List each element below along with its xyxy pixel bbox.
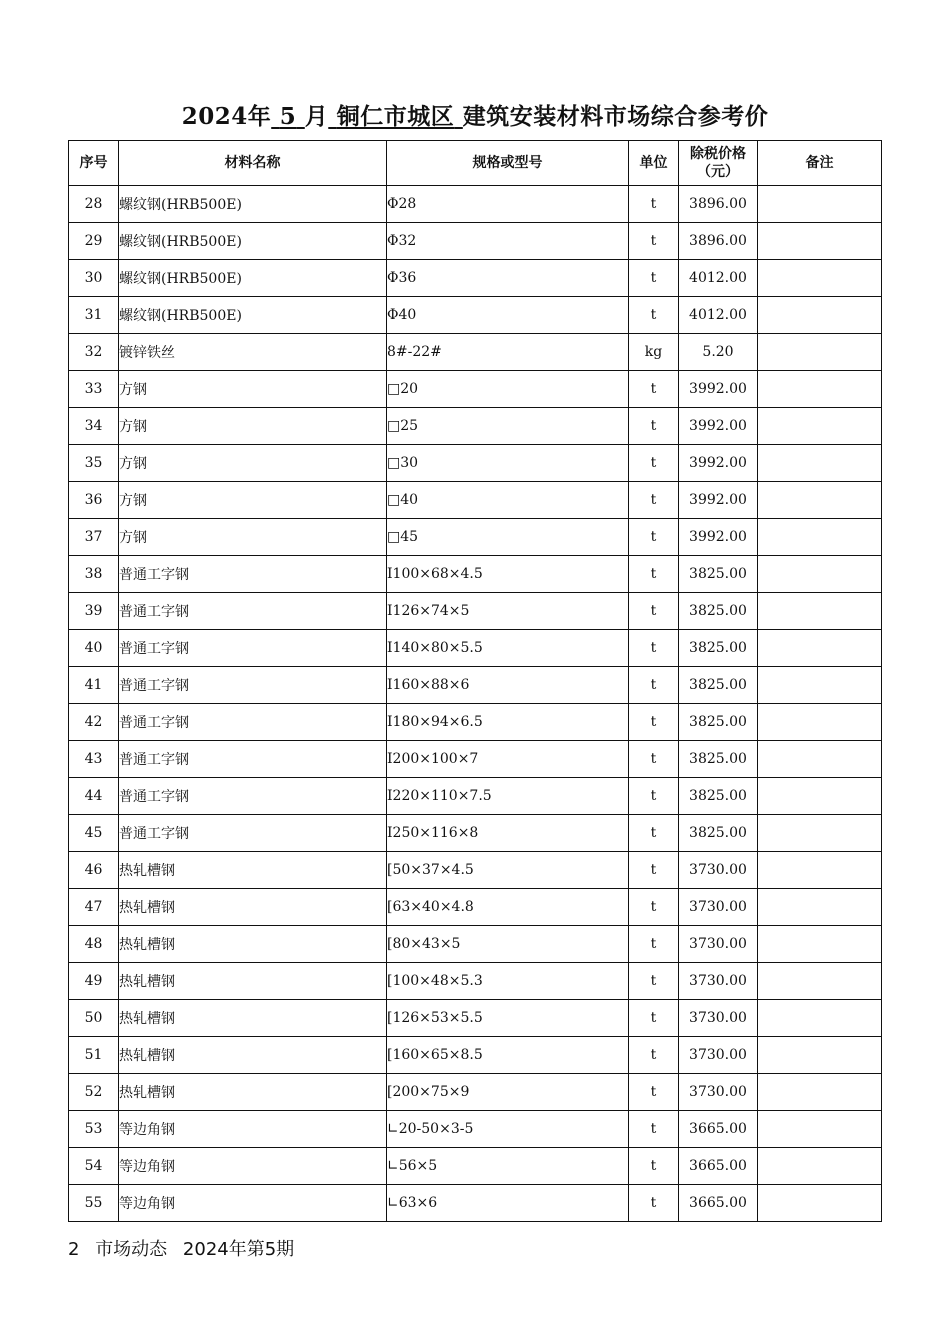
cell-name: 热轧槽钢 <box>119 1000 387 1037</box>
cell-remark <box>758 630 882 667</box>
cell-price: 3992.00 <box>679 519 758 556</box>
cell-remark <box>758 334 882 371</box>
cell-name: 等边角钢 <box>119 1111 387 1148</box>
cell-price: 4012.00 <box>679 260 758 297</box>
cell-spec: ∟63×6 <box>387 1185 629 1222</box>
cell-unit: t <box>629 963 679 1000</box>
table-header-row <box>69 141 882 186</box>
cell-price: 3825.00 <box>679 815 758 852</box>
cell-unit: t <box>629 297 679 334</box>
title-month-unit: 月 <box>304 103 329 130</box>
cell-remark <box>758 593 882 630</box>
cell-name: 热轧槽钢 <box>119 852 387 889</box>
cell-unit: t <box>629 889 679 926</box>
cell-name: 方钢 <box>119 371 387 408</box>
cell-spec: Φ40 <box>387 297 629 334</box>
cell-remark <box>758 1074 882 1111</box>
title-city: 铜仁市城区 <box>336 103 455 130</box>
cell-price: 5.20 <box>679 334 758 371</box>
cell-price: 3730.00 <box>679 1000 758 1037</box>
cell-no: 37 <box>69 519 119 556</box>
header-price-line1: 除税价格 <box>690 146 746 162</box>
cell-name: 方钢 <box>119 519 387 556</box>
cell-unit: t <box>629 926 679 963</box>
cell-price: 3992.00 <box>679 371 758 408</box>
cell-name: 螺纹钢(HRB500E) <box>119 297 387 334</box>
cell-remark <box>758 1111 882 1148</box>
cell-price: 3825.00 <box>679 778 758 815</box>
cell-price: 3825.00 <box>679 741 758 778</box>
cell-spec: I160×88×6 <box>387 667 629 704</box>
cell-remark <box>758 556 882 593</box>
cell-no: 34 <box>69 408 119 445</box>
title-month: 5 <box>279 103 297 130</box>
cell-name: 螺纹钢(HRB500E) <box>119 260 387 297</box>
cell-unit: t <box>629 630 679 667</box>
cell-remark <box>758 704 882 741</box>
cell-remark <box>758 223 882 260</box>
cell-no: 43 <box>69 741 119 778</box>
footer-publication: 市场动态 <box>95 1239 168 1260</box>
cell-price: 3665.00 <box>679 1111 758 1148</box>
header-spec: 规格或型号 <box>387 141 629 186</box>
cell-spec: I220×110×7.5 <box>387 778 629 815</box>
cell-spec: Φ32 <box>387 223 629 260</box>
cell-unit: t <box>629 223 679 260</box>
cell-no: 49 <box>69 963 119 1000</box>
cell-spec: [100×48×5.3 <box>387 963 629 1000</box>
cell-name: 热轧槽钢 <box>119 926 387 963</box>
cell-remark <box>758 1185 882 1222</box>
cell-unit: t <box>629 186 679 223</box>
header-unit: 单位 <box>629 141 679 186</box>
title-subject: 建筑安装材料市场综合参考价 <box>462 103 769 130</box>
cell-no: 32 <box>69 334 119 371</box>
header-name: 材料名称 <box>119 141 387 186</box>
cell-price: 3825.00 <box>679 667 758 704</box>
cell-remark <box>758 371 882 408</box>
table-row <box>69 741 882 778</box>
cell-unit: t <box>629 260 679 297</box>
cell-name: 热轧槽钢 <box>119 1074 387 1111</box>
cell-unit: t <box>629 704 679 741</box>
cell-no: 52 <box>69 1074 119 1111</box>
cell-unit: t <box>629 1000 679 1037</box>
cell-remark <box>758 667 882 704</box>
cell-no: 53 <box>69 1111 119 1148</box>
cell-spec: [80×43×5 <box>387 926 629 963</box>
cell-remark <box>758 482 882 519</box>
cell-no: 44 <box>69 778 119 815</box>
cell-name: 普通工字钢 <box>119 741 387 778</box>
table-row <box>69 1111 882 1148</box>
cell-name: 螺纹钢(HRB500E) <box>119 186 387 223</box>
cell-unit: t <box>629 741 679 778</box>
table-row <box>69 556 882 593</box>
cell-spec: I200×100×7 <box>387 741 629 778</box>
cell-spec: I100×68×4.5 <box>387 556 629 593</box>
cell-name: 等边角钢 <box>119 1148 387 1185</box>
cell-unit: t <box>629 667 679 704</box>
header-no: 序号 <box>69 141 119 186</box>
cell-spec: [50×37×4.5 <box>387 852 629 889</box>
cell-price: 3992.00 <box>679 482 758 519</box>
cell-unit: t <box>629 371 679 408</box>
cell-spec: □45 <box>387 519 629 556</box>
cell-unit: t <box>629 593 679 630</box>
cell-remark <box>758 741 882 778</box>
page-title <box>0 98 950 131</box>
table-row <box>69 1148 882 1185</box>
cell-name: 普通工字钢 <box>119 815 387 852</box>
cell-unit: kg <box>629 334 679 371</box>
cell-remark <box>758 778 882 815</box>
cell-price: 3896.00 <box>679 223 758 260</box>
cell-unit: t <box>629 482 679 519</box>
cell-no: 30 <box>69 260 119 297</box>
table-row <box>69 445 882 482</box>
cell-no: 54 <box>69 1148 119 1185</box>
cell-price: 3825.00 <box>679 630 758 667</box>
cell-remark <box>758 815 882 852</box>
table-row <box>69 1037 882 1074</box>
cell-name: 螺纹钢(HRB500E) <box>119 223 387 260</box>
cell-price: 3730.00 <box>679 1074 758 1111</box>
cell-remark <box>758 1037 882 1074</box>
cell-spec: I126×74×5 <box>387 593 629 630</box>
cell-spec: ∟20-50×3-5 <box>387 1111 629 1148</box>
cell-name: 镀锌铁丝 <box>119 334 387 371</box>
cell-remark <box>758 852 882 889</box>
cell-spec: □20 <box>387 371 629 408</box>
cell-no: 55 <box>69 1185 119 1222</box>
table-row <box>69 260 882 297</box>
cell-spec: □40 <box>387 482 629 519</box>
cell-spec: Φ36 <box>387 260 629 297</box>
cell-no: 42 <box>69 704 119 741</box>
table-row <box>69 704 882 741</box>
cell-remark <box>758 926 882 963</box>
cell-price: 3825.00 <box>679 593 758 630</box>
cell-price: 3730.00 <box>679 852 758 889</box>
table-row <box>69 815 882 852</box>
cell-unit: t <box>629 778 679 815</box>
cell-remark <box>758 408 882 445</box>
table-row <box>69 667 882 704</box>
table-row <box>69 334 882 371</box>
cell-unit: t <box>629 1074 679 1111</box>
cell-price: 3730.00 <box>679 1037 758 1074</box>
header-price-line2: （元） <box>697 164 739 180</box>
cell-unit: t <box>629 1111 679 1148</box>
cell-name: 方钢 <box>119 482 387 519</box>
table-row <box>69 963 882 1000</box>
cell-spec: 8#-22# <box>387 334 629 371</box>
cell-no: 36 <box>69 482 119 519</box>
table-row <box>69 1000 882 1037</box>
cell-unit: t <box>629 408 679 445</box>
cell-unit: t <box>629 852 679 889</box>
cell-name: 普通工字钢 <box>119 556 387 593</box>
table-row <box>69 926 882 963</box>
cell-price: 3896.00 <box>679 186 758 223</box>
cell-remark <box>758 297 882 334</box>
cell-unit: t <box>629 556 679 593</box>
table-body <box>69 186 882 1222</box>
cell-spec: [63×40×4.8 <box>387 889 629 926</box>
cell-price: 3730.00 <box>679 889 758 926</box>
cell-no: 38 <box>69 556 119 593</box>
cell-unit: t <box>629 1037 679 1074</box>
table-row <box>69 852 882 889</box>
cell-remark <box>758 260 882 297</box>
cell-name: 方钢 <box>119 445 387 482</box>
cell-spec: I140×80×5.5 <box>387 630 629 667</box>
cell-name: 普通工字钢 <box>119 630 387 667</box>
price-table <box>68 140 882 1222</box>
cell-remark <box>758 1148 882 1185</box>
cell-name: 普通工字钢 <box>119 593 387 630</box>
cell-no: 31 <box>69 297 119 334</box>
cell-price: 3665.00 <box>679 1148 758 1185</box>
cell-spec: I250×116×8 <box>387 815 629 852</box>
cell-price: 3825.00 <box>679 556 758 593</box>
cell-remark <box>758 889 882 926</box>
cell-price: 4012.00 <box>679 297 758 334</box>
cell-name: 普通工字钢 <box>119 667 387 704</box>
cell-name: 热轧槽钢 <box>119 963 387 1000</box>
table-row <box>69 408 882 445</box>
cell-spec: [126×53×5.5 <box>387 1000 629 1037</box>
cell-unit: t <box>629 1148 679 1185</box>
cell-price: 3730.00 <box>679 963 758 1000</box>
table-row <box>69 482 882 519</box>
header-remark: 备注 <box>758 141 882 186</box>
cell-price: 3665.00 <box>679 1185 758 1222</box>
table-row <box>69 630 882 667</box>
table-row <box>69 223 882 260</box>
cell-no: 33 <box>69 371 119 408</box>
cell-remark <box>758 186 882 223</box>
cell-spec: [160×65×8.5 <box>387 1037 629 1074</box>
table-row <box>69 889 882 926</box>
cell-unit: t <box>629 445 679 482</box>
cell-spec: □30 <box>387 445 629 482</box>
cell-no: 48 <box>69 926 119 963</box>
table-row <box>69 519 882 556</box>
cell-no: 41 <box>69 667 119 704</box>
cell-no: 39 <box>69 593 119 630</box>
cell-no: 46 <box>69 852 119 889</box>
title-year: 2024年 <box>181 103 272 130</box>
table-row <box>69 371 882 408</box>
cell-name: 热轧槽钢 <box>119 1037 387 1074</box>
cell-remark <box>758 519 882 556</box>
cell-price: 3992.00 <box>679 408 758 445</box>
cell-spec: Φ28 <box>387 186 629 223</box>
cell-spec: ∟56×5 <box>387 1148 629 1185</box>
table-row <box>69 1074 882 1111</box>
cell-name: 方钢 <box>119 408 387 445</box>
cell-price: 3730.00 <box>679 926 758 963</box>
cell-name: 普通工字钢 <box>119 704 387 741</box>
table-row <box>69 1185 882 1222</box>
cell-unit: t <box>629 1185 679 1222</box>
cell-no: 28 <box>69 186 119 223</box>
footer-page-number: 2 <box>68 1239 80 1260</box>
table-row <box>69 593 882 630</box>
cell-no: 47 <box>69 889 119 926</box>
cell-unit: t <box>629 815 679 852</box>
cell-name: 热轧槽钢 <box>119 889 387 926</box>
cell-no: 51 <box>69 1037 119 1074</box>
cell-remark <box>758 445 882 482</box>
cell-name: 普通工字钢 <box>119 778 387 815</box>
cell-unit: t <box>629 519 679 556</box>
cell-spec: [200×75×9 <box>387 1074 629 1111</box>
cell-spec: □25 <box>387 408 629 445</box>
page-footer <box>68 1235 304 1261</box>
cell-no: 29 <box>69 223 119 260</box>
cell-name: 等边角钢 <box>119 1185 387 1222</box>
table-row <box>69 186 882 223</box>
footer-issue: 2024年第5期 <box>182 1239 295 1260</box>
table-row <box>69 778 882 815</box>
cell-spec: I180×94×6.5 <box>387 704 629 741</box>
cell-no: 40 <box>69 630 119 667</box>
cell-price: 3825.00 <box>679 704 758 741</box>
cell-no: 35 <box>69 445 119 482</box>
table-row <box>69 297 882 334</box>
cell-no: 45 <box>69 815 119 852</box>
cell-remark <box>758 1000 882 1037</box>
header-price <box>679 141 758 186</box>
cell-price: 3992.00 <box>679 445 758 482</box>
cell-no: 50 <box>69 1000 119 1037</box>
cell-remark <box>758 963 882 1000</box>
